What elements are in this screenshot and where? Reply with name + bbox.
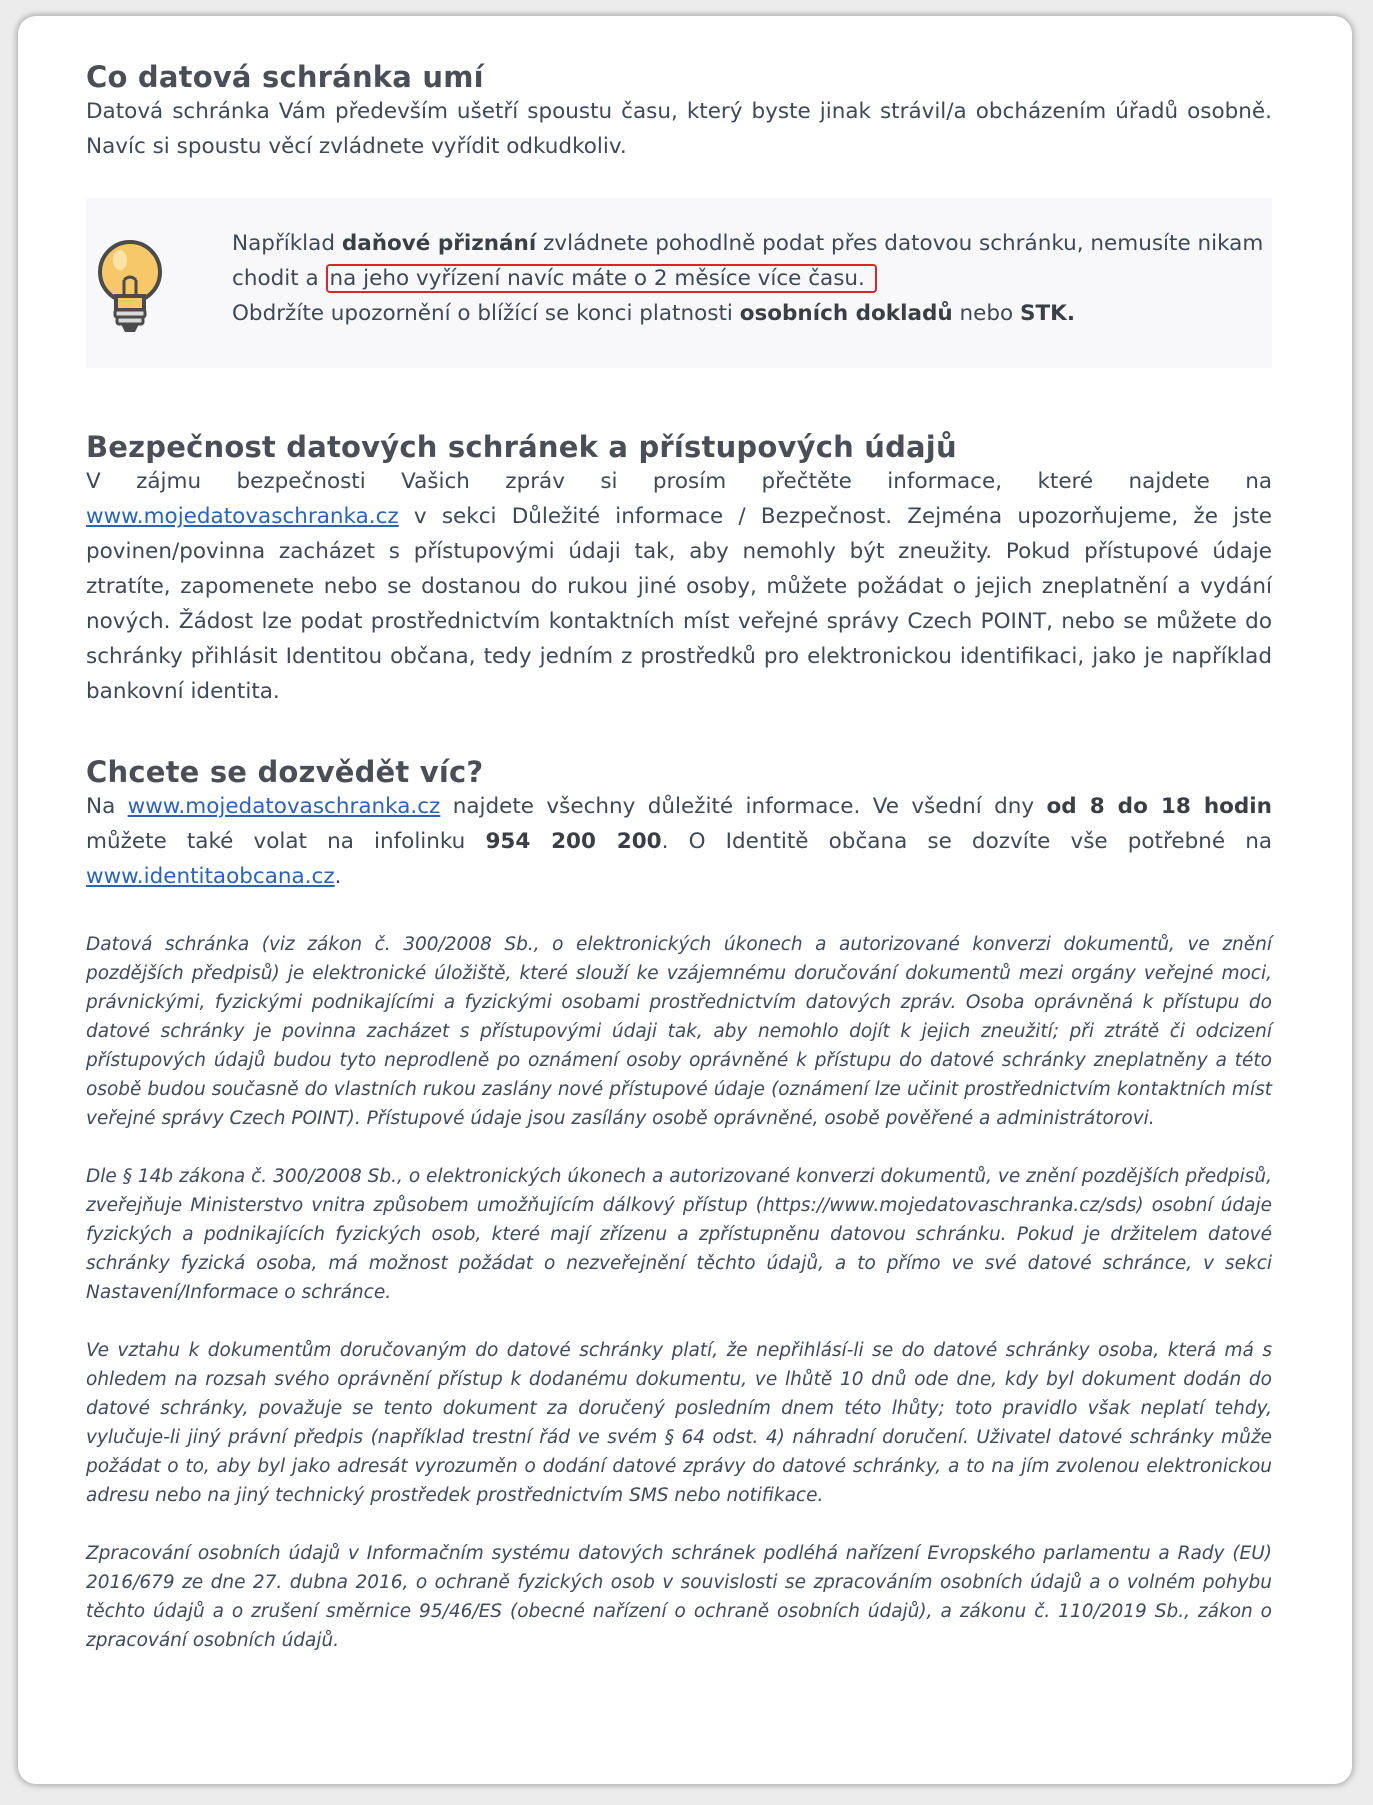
heading-what-databox-can-do: Co datová schránka umí	[86, 60, 484, 94]
learn-bold-phone: 954 200 200	[485, 829, 662, 854]
tip-highlight: na jeho vyřízení navíc máte o 2 měsíce více času.	[326, 264, 877, 293]
security-link-mojedatovaschranka[interactable]: www.mojedatovaschranka.cz	[86, 504, 399, 529]
learn-bold-hours: od 8 do 18 hodin	[1046, 794, 1272, 819]
learn-text-1: Na	[86, 794, 128, 819]
security-paragraph	[86, 464, 1272, 709]
learn-link-identitaobcana[interactable]: www.identitaobcana.cz	[86, 864, 335, 889]
tip-box	[86, 198, 1272, 368]
lightbulb-icon	[92, 236, 168, 336]
tip-text-3: Obdržíte upozornění o blížící se konci platnosti	[232, 301, 740, 326]
security-text-1: V zájmu bezpečnosti Vašich zpráv si prosím přečtěte informace, které najdete na	[86, 469, 1272, 494]
fineprint-paragraph-3: Ve vztahu k dokumentům doručovaným do datové schránky platí, že nepřihlásí-li se do datové schránky osoba, která má s ohledem na rozsah svého oprávnění přístup k dodanému dokumentu, ve lhůtě 10 dnů ode dne, kdy byl dokument dodán do datové schránky, považuje se tento dokument za doručený posledním dnem této lhůty; toto pravidlo však neplatí tehdy, vylučuje-li jiný právní předpis (například trestní řád ve svém § 64 odst. 4) náhradní doručení. Uživatel datové schránky může požádat o to, aby byl jako adresát vyrozuměn o dodání datové zprávy do datové schránky, a to na jím zvolenou elektronickou adresu nebo na jiný technický prostředek prostřednictvím SMS nebo notifikace.	[86, 1340, 1272, 1506]
learn-text-5: .	[334, 864, 342, 889]
learn-text-3: můžete také volat na infolinku	[86, 829, 486, 854]
heading-learn-more: Chcete se dozvědět víc?	[86, 755, 484, 789]
heading-security: Bezpečnost datových schránek a přístupových údajů	[86, 430, 957, 464]
tip-text-2: zvládnete pohodlně podat přes datovou schránku, nemusíte nikam chodit a	[232, 231, 1264, 291]
tip-text-1: Například	[232, 231, 342, 256]
tip-bold-documents: osobních dokladů	[739, 301, 953, 326]
security-text-2: v sekci Důležité informace / Bezpečnost. Zejména upozorňujeme, že jste povinen/povinna zacházet s přístupovými údaji tak, aby nemohly být zneužity. Pokud přístupové údaje ztratíte, zapomenete nebo se dostanou do rukou jiné osoby, můžete požádat o jejich zneplatnění a vydání nových. Žádost lze podat prostřednictvím kontaktních míst veřejné správy Czech POINT, nebo se můžete do schránky přihlásit Identitou občana, tedy jedním z prostředků pro elektronickou identifikaci, jako je například bankovní identita.	[86, 504, 1272, 704]
intro-paragraph: Datová schránka Vám především ušetří spoustu času, který byste jinak strávil/a obcházením úřadů osobně. Navíc si spoustu věcí zvládnete vyřídit odkudkoliv.	[86, 99, 1272, 159]
learn-link-mojedatovaschranka[interactable]: www.mojedatovaschranka.cz	[127, 794, 441, 819]
learn-text-2: najdete všechny důležité informace. Ve všední dny	[440, 794, 1047, 819]
document-page	[18, 16, 1352, 1784]
fineprint-paragraph-4: Zpracování osobních údajů v Informačním systému datových schránek podléhá nařízení Evropského parlamentu a Rady (EU) 2016/679 ze dne 27. dubna 2016, o ochraně fyzických osob v souvislosti se zpracováním osobních údajů a o volném pohybu těchto údajů a o zrušení směrnice 95/46/ES (obecné nařízení o ochraně osobních údajů), a zákonu č. 110/2019 Sb., zákon o zpracování osobních údajů.	[86, 1543, 1272, 1651]
tip-bold-stk: STK.	[1020, 301, 1075, 326]
document-content	[86, 42, 1272, 1655]
tip-bold-tax-return: daňové přiznání	[341, 231, 537, 256]
fineprint-paragraph-1: Datová schránka (viz zákon č. 300/2008 Sb., o elektronických úkonech a autorizované konverzi dokumentů, ve znění pozdějších předpisů) je elektronické úložiště, které slouží ke vzájemnému doručování dokumentů mezi orgány veřejné moci, právnickými, fyzickými podnikajícími a fyzickými osobami prostřednictvím datových zpráv. Osoba oprávněná k přístupu do datové schránky je povinna zacházet s přístupovými údaji tak, aby nemohlo dojít k jejich zneužití; při ztrátě či odcizení přístupových údajů budou tyto neprodleně po oznámení osoby oprávněné k přístupu do datové schránky zneplatněny a této osobě budou současně do vlastních rukou zaslány nové přístupové údaje (oznámení lze učinit prostřednictvím kontaktních míst veřejné správy Czech POINT). Přístupové údaje jsou zasílány osobě oprávněné, osobě pověřené a administrátorovi.	[86, 934, 1272, 1129]
tip-text-4: nebo	[952, 301, 1021, 326]
tip-text	[232, 226, 1272, 331]
fineprint-paragraph-2: Dle § 14b zákona č. 300/2008 Sb., o elektronických úkonech a autorizované konverzi dokumentů, ve znění pozdějších předpisů, zveřejňuje Ministerstvo vnitra způsobem umožňujícím dálkový přístup (https://www.mojedatovaschranka.cz/sds) osobní údaje fyzických a podnikajících fyzických osob, které mají zřízenu a zpřístupněnu datovou schránku. Pokud je držitelem datové schránky fyzická osoba, má možnost požádat o nezveřejnění těchto údajů, a to přímo ve své datové schránce, v sekci Nastavení/Informace o schránce.	[86, 1166, 1272, 1303]
learn-more-paragraph	[86, 789, 1272, 894]
learn-text-4: . O Identitě občana se dozvíte vše potřebné na	[661, 829, 1273, 854]
